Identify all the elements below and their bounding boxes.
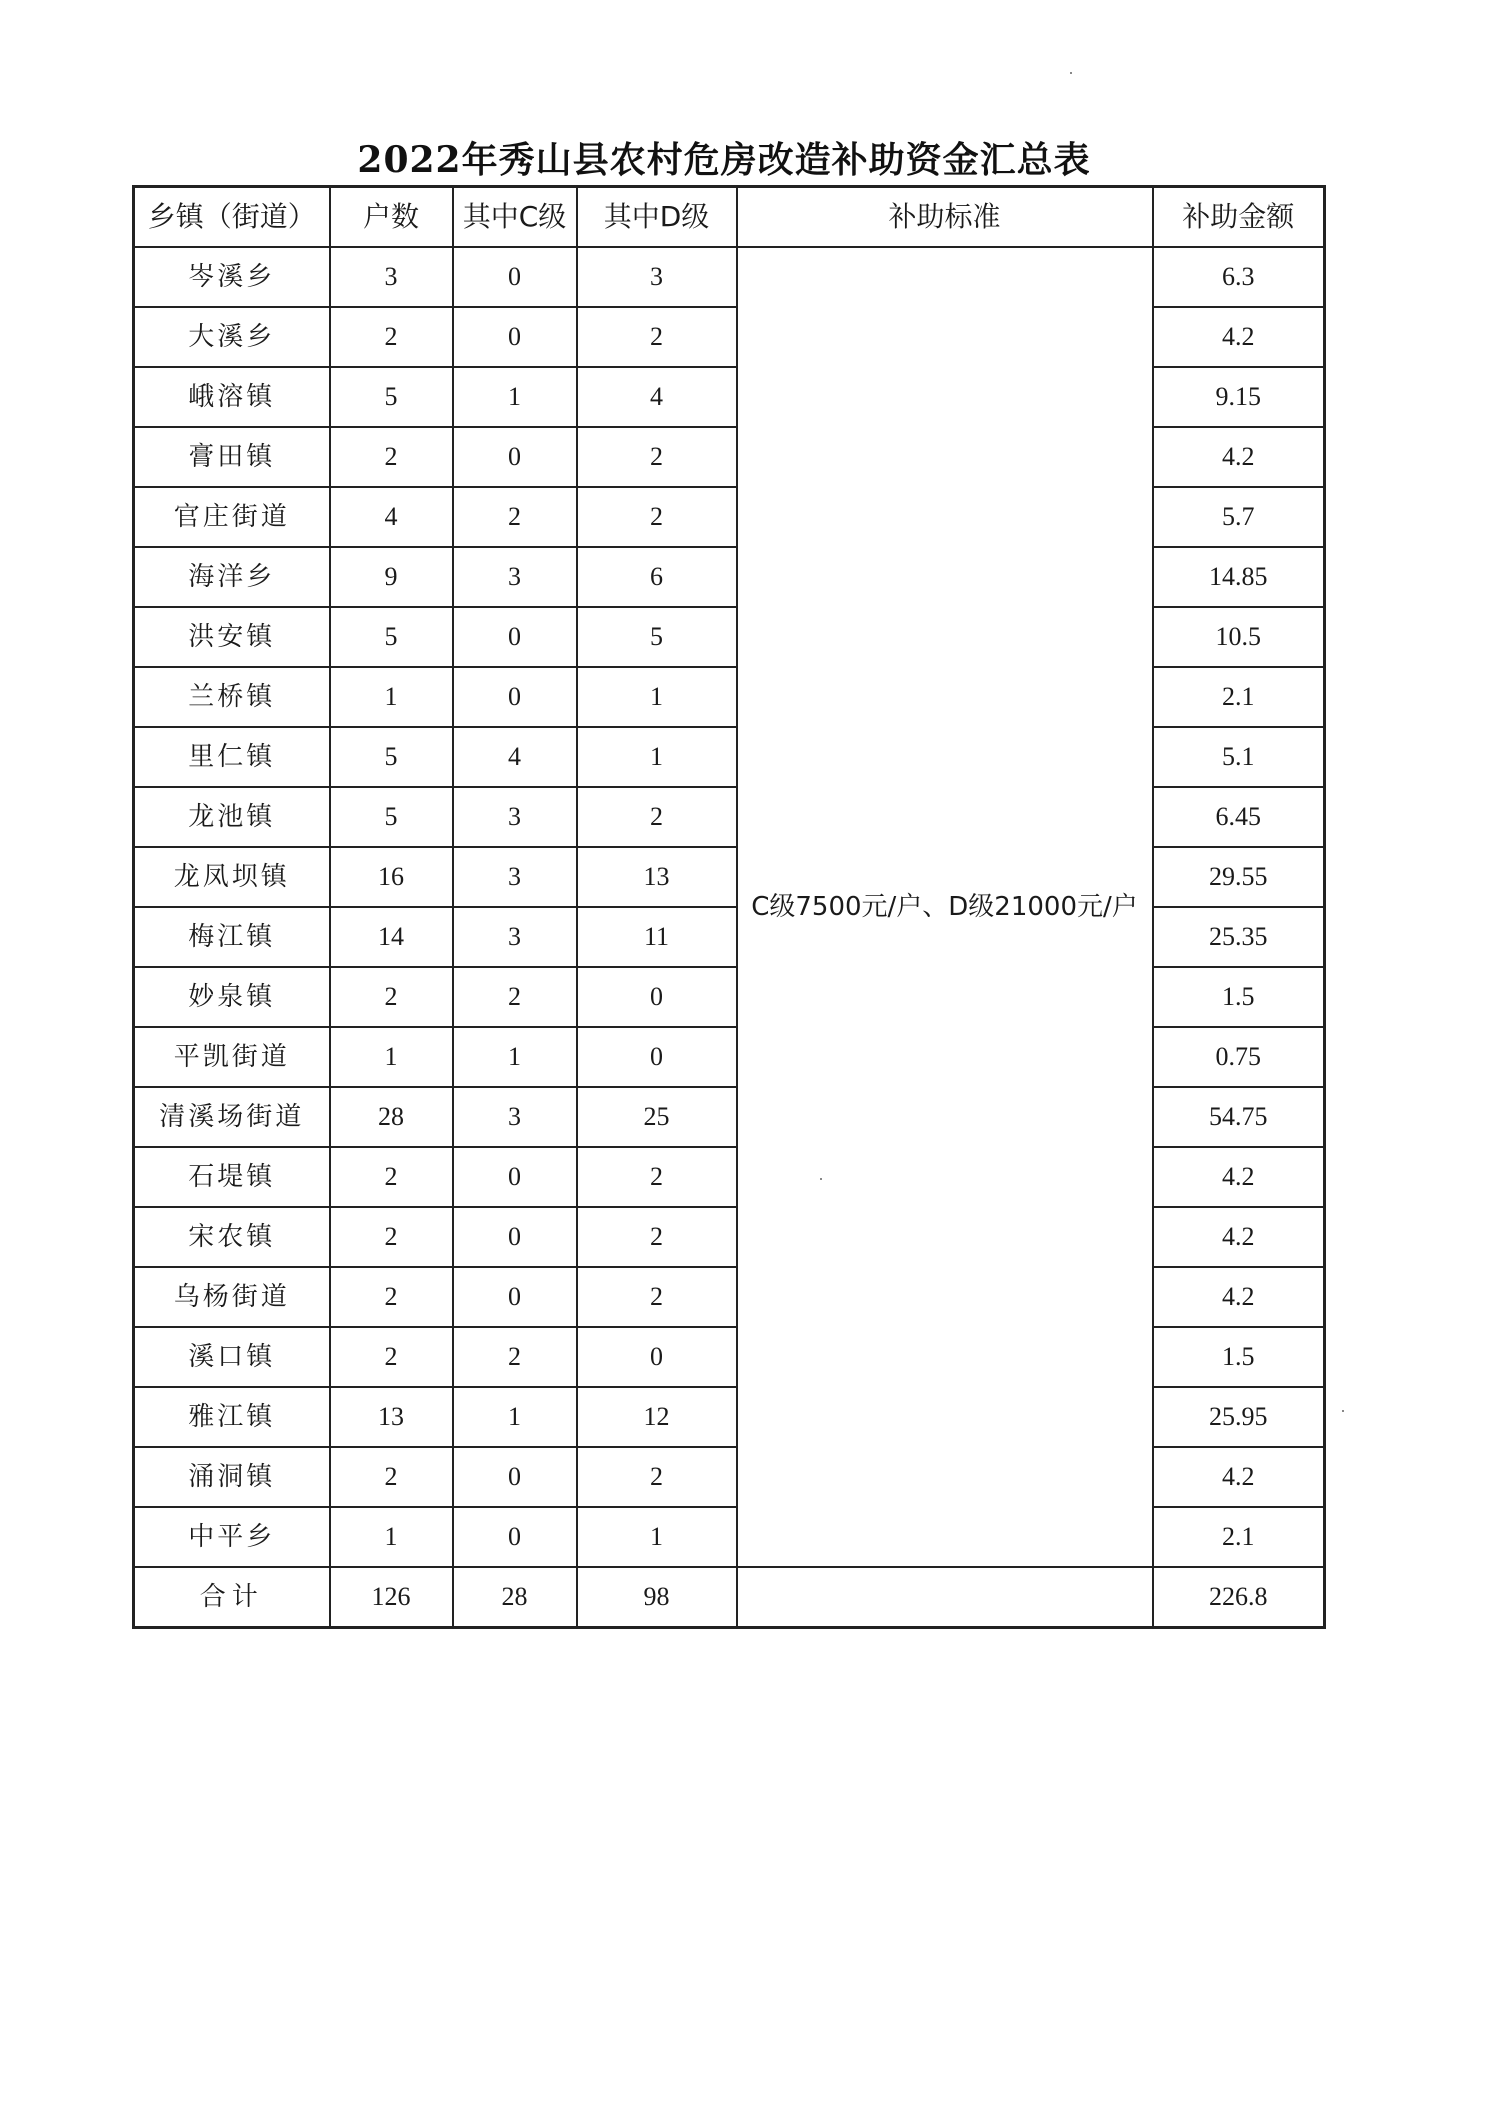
total-label: 合计 [134,1567,330,1628]
cell-amount: 1.5 [1153,967,1325,1027]
cell-amount: 29.55 [1153,847,1325,907]
cell-amount: 14.85 [1153,547,1325,607]
header-standard: 补助标准 [737,187,1153,248]
subsidy-summary-table [132,185,1326,1629]
cell-grade-c: 0 [453,1147,577,1207]
header-grade-d: 其中D级 [577,187,737,248]
cell-town: 平凯街道 [134,1027,330,1087]
cell-households: 1 [330,1507,453,1567]
cell-grade-c: 3 [453,547,577,607]
cell-grade-d: 2 [577,1147,737,1207]
cell-town: 乌杨街道 [134,1267,330,1327]
cell-grade-d: 13 [577,847,737,907]
header-amount: 补助金额 [1153,187,1325,248]
cell-grade-c: 2 [453,967,577,1027]
cell-town: 溪口镇 [134,1327,330,1387]
cell-town: 宋农镇 [134,1207,330,1267]
cell-grade-c: 0 [453,1267,577,1327]
cell-amount: 6.3 [1153,247,1325,307]
cell-town: 雅江镇 [134,1387,330,1447]
cell-households: 5 [330,787,453,847]
cell-grade-d: 5 [577,607,737,667]
total-standard [737,1567,1153,1628]
cell-amount: 4.2 [1153,1447,1325,1507]
cell-grade-c: 0 [453,247,577,307]
cell-grade-d: 2 [577,787,737,847]
cell-households: 28 [330,1087,453,1147]
cell-amount: 2.1 [1153,667,1325,727]
cell-town: 海洋乡 [134,547,330,607]
cell-town: 中平乡 [134,1507,330,1567]
cell-amount: 4.2 [1153,307,1325,367]
cell-amount: 1.5 [1153,1327,1325,1387]
table-row [134,247,1325,307]
cell-households: 5 [330,727,453,787]
cell-town: 兰桥镇 [134,667,330,727]
cell-grade-d: 3 [577,247,737,307]
cell-grade-c: 0 [453,1507,577,1567]
cell-town: 石堤镇 [134,1147,330,1207]
cell-households: 2 [330,1267,453,1327]
header-households: 户数 [330,187,453,248]
cell-amount: 4.2 [1153,1147,1325,1207]
cell-grade-c: 1 [453,1027,577,1087]
cell-grade-c: 1 [453,1387,577,1447]
cell-amount: 6.45 [1153,787,1325,847]
cell-households: 2 [330,1147,453,1207]
cell-amount: 4.2 [1153,1207,1325,1267]
cell-town: 龙池镇 [134,787,330,847]
cell-amount: 4.2 [1153,1267,1325,1327]
cell-households: 2 [330,427,453,487]
cell-grade-d: 2 [577,487,737,547]
cell-amount: 5.7 [1153,487,1325,547]
cell-town: 膏田镇 [134,427,330,487]
scan-speck [1342,1410,1344,1412]
total-grade-c: 28 [453,1567,577,1628]
cell-town: 里仁镇 [134,727,330,787]
total-grade-d: 98 [577,1567,737,1628]
cell-amount: 25.35 [1153,907,1325,967]
cell-households: 1 [330,1027,453,1087]
cell-grade-d: 2 [577,307,737,367]
cell-households: 13 [330,1387,453,1447]
cell-town: 妙泉镇 [134,967,330,1027]
cell-amount: 9.15 [1153,367,1325,427]
cell-grade-d: 2 [577,427,737,487]
cell-grade-d: 0 [577,1027,737,1087]
cell-households: 2 [330,1207,453,1267]
cell-grade-c: 1 [453,367,577,427]
cell-amount: 2.1 [1153,1507,1325,1567]
cell-town: 官庄街道 [134,487,330,547]
cell-grade-c: 0 [453,307,577,367]
cell-grade-d: 4 [577,367,737,427]
cell-grade-c: 2 [453,487,577,547]
cell-town: 岑溪乡 [134,247,330,307]
cell-grade-c: 3 [453,907,577,967]
table-header-row [134,187,1325,248]
cell-grade-d: 1 [577,727,737,787]
cell-grade-c: 0 [453,607,577,667]
cell-grade-d: 2 [577,1207,737,1267]
cell-town: 涌洞镇 [134,1447,330,1507]
cell-grade-d: 2 [577,1447,737,1507]
page-title: 2022年秀山县农村危房改造补助资金汇总表 [357,139,1091,181]
cell-amount: 54.75 [1153,1087,1325,1147]
scan-speck [820,1178,822,1180]
cell-town: 清溪场街道 [134,1087,330,1147]
cell-grade-d: 0 [577,967,737,1027]
total-row [134,1567,1325,1628]
cell-town: 洪安镇 [134,607,330,667]
header-grade-c: 其中C级 [453,187,577,248]
cell-amount: 5.1 [1153,727,1325,787]
cell-households: 5 [330,607,453,667]
cell-town: 梅江镇 [134,907,330,967]
cell-households: 9 [330,547,453,607]
cell-town: 大溪乡 [134,307,330,367]
cell-households: 2 [330,307,453,367]
cell-amount: 10.5 [1153,607,1325,667]
cell-grade-d: 1 [577,667,737,727]
cell-grade-c: 0 [453,427,577,487]
cell-grade-d: 11 [577,907,737,967]
cell-grade-c: 3 [453,847,577,907]
cell-town: 龙凤坝镇 [134,847,330,907]
cell-standard: C级7500元/户、D级21000元/户 [737,247,1153,1567]
cell-households: 4 [330,487,453,547]
cell-grade-c: 2 [453,1327,577,1387]
header-town: 乡镇（街道） [134,187,330,248]
cell-amount: 0.75 [1153,1027,1325,1087]
cell-households: 14 [330,907,453,967]
cell-households: 2 [330,1327,453,1387]
cell-households: 3 [330,247,453,307]
total-households: 126 [330,1567,453,1628]
cell-town: 峨溶镇 [134,367,330,427]
cell-grade-c: 4 [453,727,577,787]
cell-grade-c: 3 [453,1087,577,1147]
cell-grade-c: 0 [453,1447,577,1507]
cell-grade-d: 0 [577,1327,737,1387]
cell-grade-d: 1 [577,1507,737,1567]
cell-amount: 25.95 [1153,1387,1325,1447]
cell-grade-d: 12 [577,1387,737,1447]
cell-amount: 4.2 [1153,427,1325,487]
total-amount: 226.8 [1153,1567,1325,1628]
cell-households: 5 [330,367,453,427]
cell-households: 2 [330,1447,453,1507]
cell-grade-d: 6 [577,547,737,607]
cell-grade-c: 0 [453,667,577,727]
cell-households: 2 [330,967,453,1027]
cell-grade-d: 25 [577,1087,737,1147]
cell-grade-c: 3 [453,787,577,847]
cell-households: 16 [330,847,453,907]
cell-households: 1 [330,667,453,727]
table-body [134,247,1325,1628]
cell-grade-d: 2 [577,1267,737,1327]
scan-speck [1070,72,1072,74]
cell-grade-c: 0 [453,1207,577,1267]
